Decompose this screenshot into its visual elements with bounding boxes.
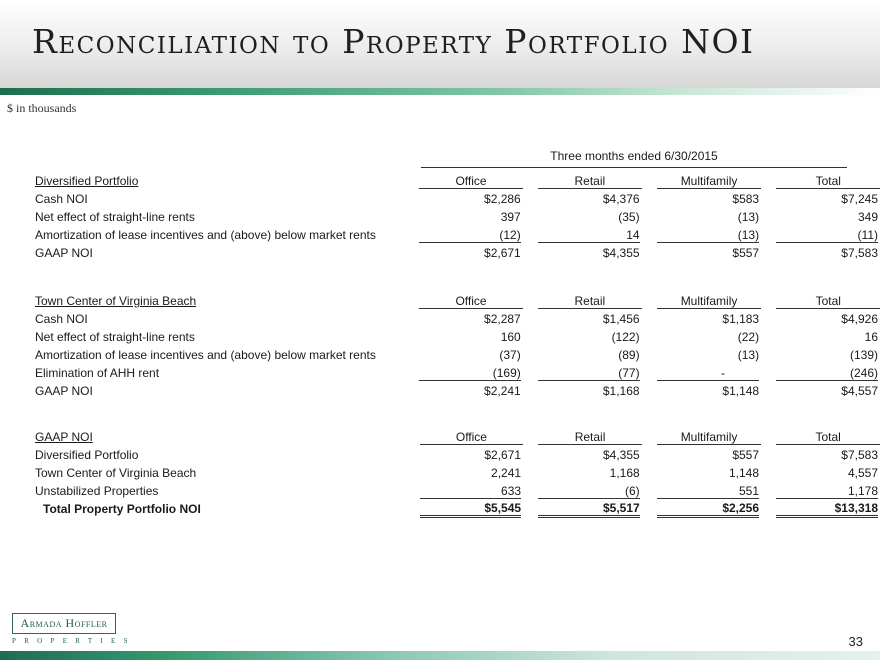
logo-subtext: PROPERTIES [12, 637, 136, 645]
col-retail: Retail [538, 172, 641, 190]
table-row: Cash NOI $2,287 $1,456 $1,183 $4,926 [35, 312, 878, 326]
table-row-total: Total Property Portfolio NOI $5,545 $5,517 $2,256 $13,318 [43, 500, 878, 516]
section-title: Diversified Portfolio [35, 174, 139, 188]
col-multifamily: Multifamily [657, 172, 761, 190]
col-multifamily: Multifamily [657, 428, 761, 446]
table-row: Town Center of Virginia Beach 2,241 1,168 1,148 4,557 [35, 466, 878, 480]
gaap-noi-summary-table [35, 428, 880, 518]
town-center-table [35, 292, 880, 400]
diversified-portfolio-table [35, 172, 880, 262]
logo-wordmark: Armada Hoffler [12, 613, 116, 634]
page-number: 33 [848, 634, 863, 649]
footer-accent-stripe [0, 651, 880, 660]
col-office: Office [419, 292, 522, 310]
column-header-row [35, 292, 880, 310]
column-header-row [35, 172, 880, 190]
page-title: Reconciliation to Property Portfolio NOI [32, 22, 755, 61]
company-logo [12, 613, 136, 645]
col-total: Total [776, 172, 880, 190]
col-office: Office [419, 172, 522, 190]
table-row: Amortization of lease incentives and (above) below market rents (37) (89) (13) (139) [35, 348, 878, 362]
table-row: Amortization of lease incentives and (above) below market rents (12) 14 (13) (11) [35, 227, 878, 242]
col-office: Office [420, 428, 523, 446]
col-retail: Retail [538, 292, 641, 310]
section-title: GAAP NOI [35, 430, 93, 444]
col-total: Total [776, 292, 880, 310]
col-multifamily: Multifamily [657, 292, 761, 310]
table-row: Elimination of AHH rent (169) (77) - (246) [35, 365, 878, 380]
col-retail: Retail [538, 428, 641, 446]
col-total: Total [776, 428, 880, 446]
table-row: Net effect of straight-line rents 160 (122) (22) 16 [35, 330, 878, 344]
table-row: Diversified Portfolio $2,671 $4,355 $557 $7,583 [35, 448, 878, 462]
table-row-subtotal: GAAP NOI $2,671 $4,355 $557 $7,583 [35, 246, 878, 260]
header-accent-stripe [0, 88, 880, 95]
table-row: Net effect of straight-line rents 397 (35) (13) 349 [35, 210, 878, 224]
column-header-row [35, 428, 880, 446]
table-row: Cash NOI $2,286 $4,376 $583 $7,245 [35, 192, 878, 206]
section-title: Town Center of Virginia Beach [35, 294, 197, 308]
units-note: $ in thousands [7, 101, 77, 115]
table-row: Unstabilized Properties 633 (6) 551 1,178 [35, 483, 878, 498]
period-header: Three months ended 6/30/2015 [421, 149, 847, 168]
table-row-subtotal: GAAP NOI $2,241 $1,168 $1,148 $4,557 [35, 384, 878, 398]
